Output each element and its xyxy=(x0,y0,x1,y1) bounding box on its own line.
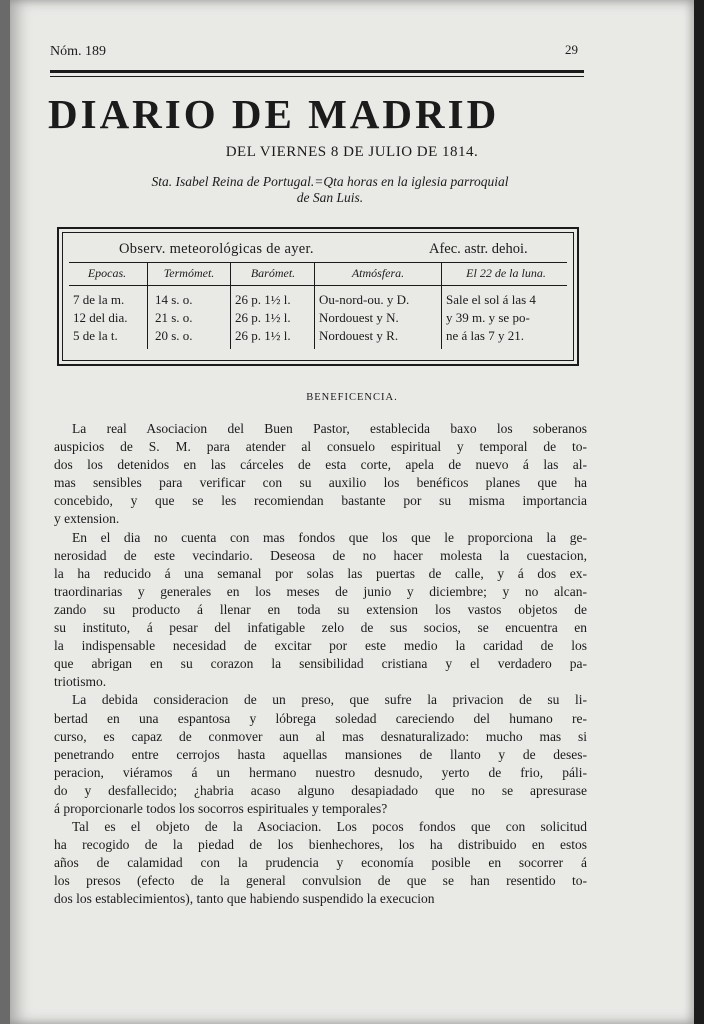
table-cell: Nordouest y R. xyxy=(319,328,399,343)
article-line: su instituto, á pesar del infatigable zelo de sus socios, se encuentra en xyxy=(54,620,587,636)
article-line: penetrando entre cerrojos hasta aquellas mansiones de llanto y de deses- xyxy=(54,746,587,762)
table-cell: 26 p. 1½ l. xyxy=(235,292,291,307)
article-line: mas sensibles para verificar con su auxilio los benéficos planes que ha xyxy=(54,475,587,491)
article-line: bertad en una espantosa y lóbrega soledad careciendo del humano re- xyxy=(54,710,587,726)
saint-notice xyxy=(70,174,590,206)
article-line: curso, es capaz de conmover aun al mas desnaturalizado: mucho mas si xyxy=(54,728,587,744)
dateline: DEL VIERNES 8 DE JULIO DE 1814. xyxy=(225,144,479,160)
article-line: la indispensable necesidad de excitar por este medio la caridad de los xyxy=(54,638,587,654)
weather-table-caption: Observ. meteorológicas de ayer. xyxy=(119,241,314,257)
article-line: triotismo. xyxy=(54,674,107,690)
column-header-epocas: Epocas. xyxy=(87,266,127,280)
table-cell: 14 s. o. xyxy=(155,292,193,307)
section-title: BENEFICENCIA. xyxy=(306,392,398,403)
article-line: los presos (efecto de la general convulsion de que se han resentido to- xyxy=(54,873,587,889)
table-cell: y 39 m. y se po- xyxy=(446,310,530,325)
article-line: nerosidad de este vecindario. Deseosa de no hacer molesta la cuestacion, xyxy=(54,547,587,563)
saint-notice-line: de San Luis. xyxy=(296,190,364,205)
table-cell: 26 p. 1½ l. xyxy=(235,310,291,325)
table-cell: 26 p. 1½ l. xyxy=(235,328,291,343)
article-line: auspicios de S. M. para atender al consuelo espiritual y temporal de to- xyxy=(54,439,587,455)
header-rule-thick xyxy=(50,70,584,73)
article-line: á proporcionarle todos los socorros espirituales y temporales? xyxy=(54,800,388,816)
table-cell: ne á las 7 y 21. xyxy=(446,328,524,343)
column-header-termometro: Termómet. xyxy=(163,266,215,280)
article-body xyxy=(54,420,587,909)
weather-table xyxy=(62,232,574,361)
article-line: peracion, viéramos á un hermano nuestro desnudo, yerto de frio, páli- xyxy=(54,764,587,780)
article-line: ha recogido de la piedad de los bienhechores, los ha distribuido en estos xyxy=(54,837,587,853)
column-header-atmosfera: Atmósfera. xyxy=(351,266,405,280)
article-line: dos los establecimientos), tanto que habiendo suspendido la execucion xyxy=(54,891,435,907)
table-cell: 21 s. o. xyxy=(155,310,193,325)
table-cell: 7 de la m. xyxy=(73,292,125,307)
article-line: concebido, y que se les recomiendan bastante por su misma importancia xyxy=(54,493,587,509)
article-line: dos los detenidos en las cárceles de esta corte, apela de nuevo á las al- xyxy=(54,457,587,473)
column-header-luna: El 22 de la luna. xyxy=(466,266,546,280)
article-line: zando su producto á llenar en toda su extension los vastos objetos de xyxy=(54,601,587,617)
table-cell: Ou-nord-ou. y D. xyxy=(319,292,410,307)
article-line: La real Asociacion del Buen Pastor, establecida baxo los soberanos xyxy=(72,421,587,436)
table-cell: 12 del dia. xyxy=(73,310,128,325)
article-line: Tal es el objeto de la Asociacion. Los pocos fondos que con solicitud xyxy=(72,819,587,835)
page-number: 29 xyxy=(565,42,578,57)
column-header-barometro: Barómet. xyxy=(250,266,296,280)
table-cell: Nordouest y N. xyxy=(319,310,399,325)
saint-notice-line: Sta. Isabel Reina de Portugal.=Qta horas en la iglesia parroquial xyxy=(151,174,509,189)
column-divider xyxy=(230,263,231,349)
article-line: La debida consideracion de un preso, que sufre la privacion de su li- xyxy=(72,692,587,708)
article-line: años de calamidad con la prudencia y economía posible en socorrer á xyxy=(54,855,587,871)
article-line: do y desfallecido; ¿habria acaso alguno desapiadado que no se apresurase xyxy=(54,782,587,798)
table-rule xyxy=(69,262,567,263)
table-cell: Sale el sol á las 4 xyxy=(446,292,536,307)
table-cell: 20 s. o. xyxy=(155,328,193,343)
header-rule-thin xyxy=(50,76,584,77)
column-divider xyxy=(441,263,442,349)
issue-number: Nóm. 189 xyxy=(50,44,106,59)
masthead-title: DIARIO DE MADRID xyxy=(48,91,500,137)
article-line: y extension. xyxy=(54,511,120,527)
weather-table-caption-right: Afec. astr. dehoi. xyxy=(429,241,528,257)
column-divider xyxy=(147,263,148,349)
article-line: En el dia no cuenta con mas fondos que los que le proporciona la ge- xyxy=(72,529,587,545)
column-divider xyxy=(314,263,315,349)
table-cell: 5 de la t. xyxy=(73,328,118,343)
article-line: que abrigan en su corazon la sensibilidad cristiana y el verdadero pa- xyxy=(54,656,587,672)
table-rule xyxy=(69,285,567,286)
article-line: traordinarias y generales en los meses de junio y diciembre; y no alcan- xyxy=(54,583,587,599)
article-line: la ha reducido á una semanal por solas las puertas de calle, y á dos ex- xyxy=(54,565,587,581)
